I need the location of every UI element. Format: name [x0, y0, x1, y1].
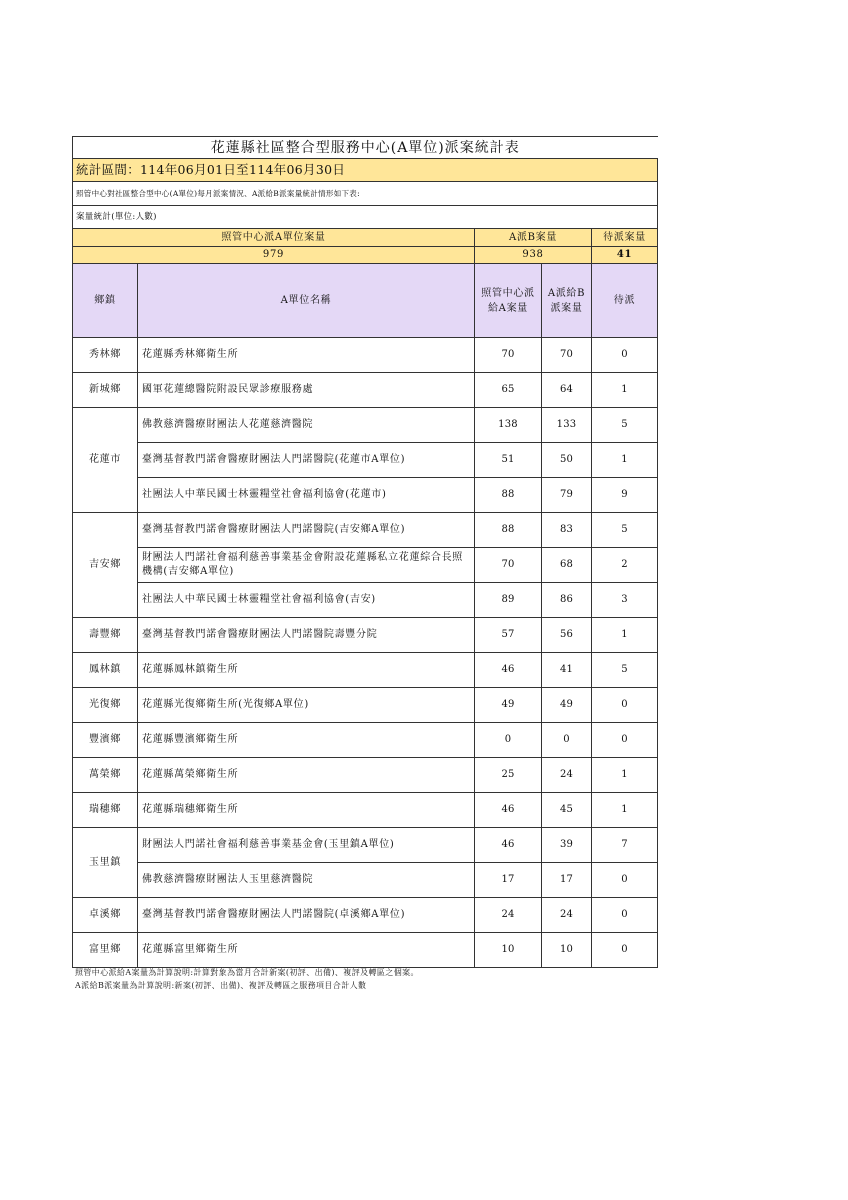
to-b-cell: 24 [542, 898, 592, 933]
to-b-cell: 70 [542, 338, 592, 373]
table-row [73, 408, 658, 443]
town-cell: 光復鄉 [73, 688, 138, 723]
unit-name-cell: 財團法人門諾社會福利慈善事業基金會附設花蓮縣私立花蓮綜合長照機構(吉安鄉A單位) [138, 548, 475, 583]
description-row [73, 182, 658, 206]
column-header-to-b: A派給B派案量 [542, 264, 592, 338]
pending-cell: 1 [592, 793, 658, 828]
unit-name-cell: 財團法人門諾社會福利慈善事業基金會(玉里鎮A單位) [138, 828, 475, 863]
pending-cell: 0 [592, 338, 658, 373]
to-b-cell: 133 [542, 408, 592, 443]
unit-name-cell: 社團法人中華民國士林靈糧堂社會福利協會(花蓮市) [138, 478, 475, 513]
assigned-cell: 17 [475, 863, 542, 898]
table-row [73, 548, 658, 583]
to-b-cell: 79 [542, 478, 592, 513]
assigned-cell: 70 [475, 548, 542, 583]
assigned-cell: 25 [475, 758, 542, 793]
assigned-cell: 46 [475, 793, 542, 828]
summary-to-b-total: 938 [475, 247, 592, 264]
to-b-cell: 83 [542, 513, 592, 548]
town-cell: 玉里鎮 [73, 828, 138, 898]
to-b-cell: 41 [542, 653, 592, 688]
column-header-pending: 待派 [592, 264, 658, 338]
unit-name-cell: 佛教慈濟醫療財團法人玉里慈濟醫院 [138, 863, 475, 898]
footnote: A派給B派案量為計算說明:新案(初評、出備)、複評及轉區之服務項目合計人數 [75, 981, 367, 990]
unit-name-cell: 臺灣基督教門諾會醫療財團法人門諾醫院(花蓮市A單位) [138, 443, 475, 478]
to-b-cell: 68 [542, 548, 592, 583]
summary-header-row [73, 229, 658, 247]
table-row [73, 653, 658, 688]
summary-values-row [73, 247, 658, 264]
statistics-period: 統計區間：114年06月01日至114年06月30日 [73, 159, 658, 182]
pending-cell: 7 [592, 828, 658, 863]
town-cell: 花蓮市 [73, 408, 138, 513]
to-b-cell: 24 [542, 758, 592, 793]
column-header-assigned: 照管中心派給A案量 [475, 264, 542, 338]
pending-cell: 0 [592, 723, 658, 758]
assigned-cell: 65 [475, 373, 542, 408]
summary-assigned-total: 979 [73, 247, 475, 264]
unit-note: 案量統計(單位:人數) [73, 206, 658, 229]
unit-name-cell: 花蓮縣秀林鄉衛生所 [138, 338, 475, 373]
pending-cell: 5 [592, 513, 658, 548]
assigned-cell: 88 [475, 513, 542, 548]
to-b-cell: 10 [542, 933, 592, 968]
pending-cell: 1 [592, 758, 658, 793]
unit-note-row [73, 206, 658, 229]
table-row [73, 863, 658, 898]
town-cell: 秀林鄉 [73, 338, 138, 373]
town-cell: 鳳林鎮 [73, 653, 138, 688]
to-b-cell: 49 [542, 688, 592, 723]
town-cell: 瑞穗鄉 [73, 793, 138, 828]
pending-cell: 0 [592, 863, 658, 898]
town-cell: 豐濱鄉 [73, 723, 138, 758]
table-row [73, 723, 658, 758]
pending-cell: 1 [592, 373, 658, 408]
unit-name-cell: 國軍花蓮總醫院附設民眾診療服務處 [138, 373, 475, 408]
table-row [73, 338, 658, 373]
assigned-cell: 57 [475, 618, 542, 653]
town-cell: 萬榮鄉 [73, 758, 138, 793]
assigned-cell: 70 [475, 338, 542, 373]
table-row [73, 688, 658, 723]
unit-name-cell: 花蓮縣豐濱鄉衛生所 [138, 723, 475, 758]
to-b-cell: 86 [542, 583, 592, 618]
table-row [73, 373, 658, 408]
to-b-cell: 17 [542, 863, 592, 898]
column-header-town: 鄉鎮 [73, 264, 138, 338]
assigned-cell: 89 [475, 583, 542, 618]
summary-to-b-label: A派B案量 [475, 229, 592, 247]
to-b-cell: 39 [542, 828, 592, 863]
summary-assigned-label: 照管中心派A單位案量 [73, 229, 475, 247]
title-row [73, 137, 658, 159]
town-cell: 富里鄉 [73, 933, 138, 968]
footnote: 照管中心派給A案量為計算說明:計算對象為當月合計新案(初評、出備)、複評及轉區之個案。 [75, 968, 419, 977]
to-b-cell: 45 [542, 793, 592, 828]
assigned-cell: 10 [475, 933, 542, 968]
town-cell: 壽豐鄉 [73, 618, 138, 653]
unit-name-cell: 臺灣基督教門諾會醫療財團法人門諾醫院壽豐分院 [138, 618, 475, 653]
pending-cell: 3 [592, 583, 658, 618]
table-title: 花蓮縣社區整合型服務中心(A單位)派案統計表 [73, 137, 658, 159]
unit-name-cell: 花蓮縣鳳林鎮衛生所 [138, 653, 475, 688]
to-b-cell: 56 [542, 618, 592, 653]
pending-cell: 9 [592, 478, 658, 513]
pending-cell: 2 [592, 548, 658, 583]
unit-name-cell: 花蓮縣富里鄉衛生所 [138, 933, 475, 968]
pending-cell: 0 [592, 933, 658, 968]
summary-pending-total: 41 [592, 247, 658, 264]
unit-name-cell: 臺灣基督教門諾會醫療財團法人門諾醫院(卓溪鄉A單位) [138, 898, 475, 933]
table-row [73, 443, 658, 478]
table-row [73, 828, 658, 863]
pending-cell: 5 [592, 408, 658, 443]
footnotes [75, 966, 675, 992]
column-header-row [73, 264, 658, 338]
unit-name-cell: 花蓮縣萬榮鄉衛生所 [138, 758, 475, 793]
to-b-cell: 0 [542, 723, 592, 758]
assigned-cell: 49 [475, 688, 542, 723]
table-row [73, 933, 658, 968]
assigned-cell: 46 [475, 653, 542, 688]
pending-cell: 1 [592, 618, 658, 653]
pending-cell: 0 [592, 688, 658, 723]
table-row [73, 898, 658, 933]
statistics-table [72, 136, 658, 968]
pending-cell: 0 [592, 898, 658, 933]
period-row [73, 159, 658, 182]
assigned-cell: 88 [475, 478, 542, 513]
assigned-cell: 138 [475, 408, 542, 443]
town-cell: 卓溪鄉 [73, 898, 138, 933]
unit-name-cell: 花蓮縣光復鄉衛生所(光復鄉A單位) [138, 688, 475, 723]
table-row [73, 758, 658, 793]
table-row [73, 618, 658, 653]
unit-name-cell: 社團法人中華民國士林靈糧堂社會福利協會(吉安) [138, 583, 475, 618]
assigned-cell: 0 [475, 723, 542, 758]
unit-name-cell: 佛教慈濟醫療財團法人花蓮慈濟醫院 [138, 408, 475, 443]
unit-name-cell: 臺灣基督教門諾會醫療財團法人門諾醫院(吉安鄉A單位) [138, 513, 475, 548]
to-b-cell: 64 [542, 373, 592, 408]
assigned-cell: 24 [475, 898, 542, 933]
column-header-unit: A單位名稱 [138, 264, 475, 338]
town-cell: 吉安鄉 [73, 513, 138, 618]
pending-cell: 5 [592, 653, 658, 688]
town-cell: 新城鄉 [73, 373, 138, 408]
table-row [73, 793, 658, 828]
table-row [73, 513, 658, 548]
summary-pending-label: 待派案量 [592, 229, 658, 247]
table-row [73, 478, 658, 513]
unit-name-cell: 花蓮縣瑞穗鄉衛生所 [138, 793, 475, 828]
assigned-cell: 46 [475, 828, 542, 863]
to-b-cell: 50 [542, 443, 592, 478]
table-description: 照管中心對社區整合型中心(A單位)每月派案情況、A派給B派案量統計情形如下表: [73, 182, 658, 206]
assigned-cell: 51 [475, 443, 542, 478]
pending-cell: 1 [592, 443, 658, 478]
table-row [73, 583, 658, 618]
